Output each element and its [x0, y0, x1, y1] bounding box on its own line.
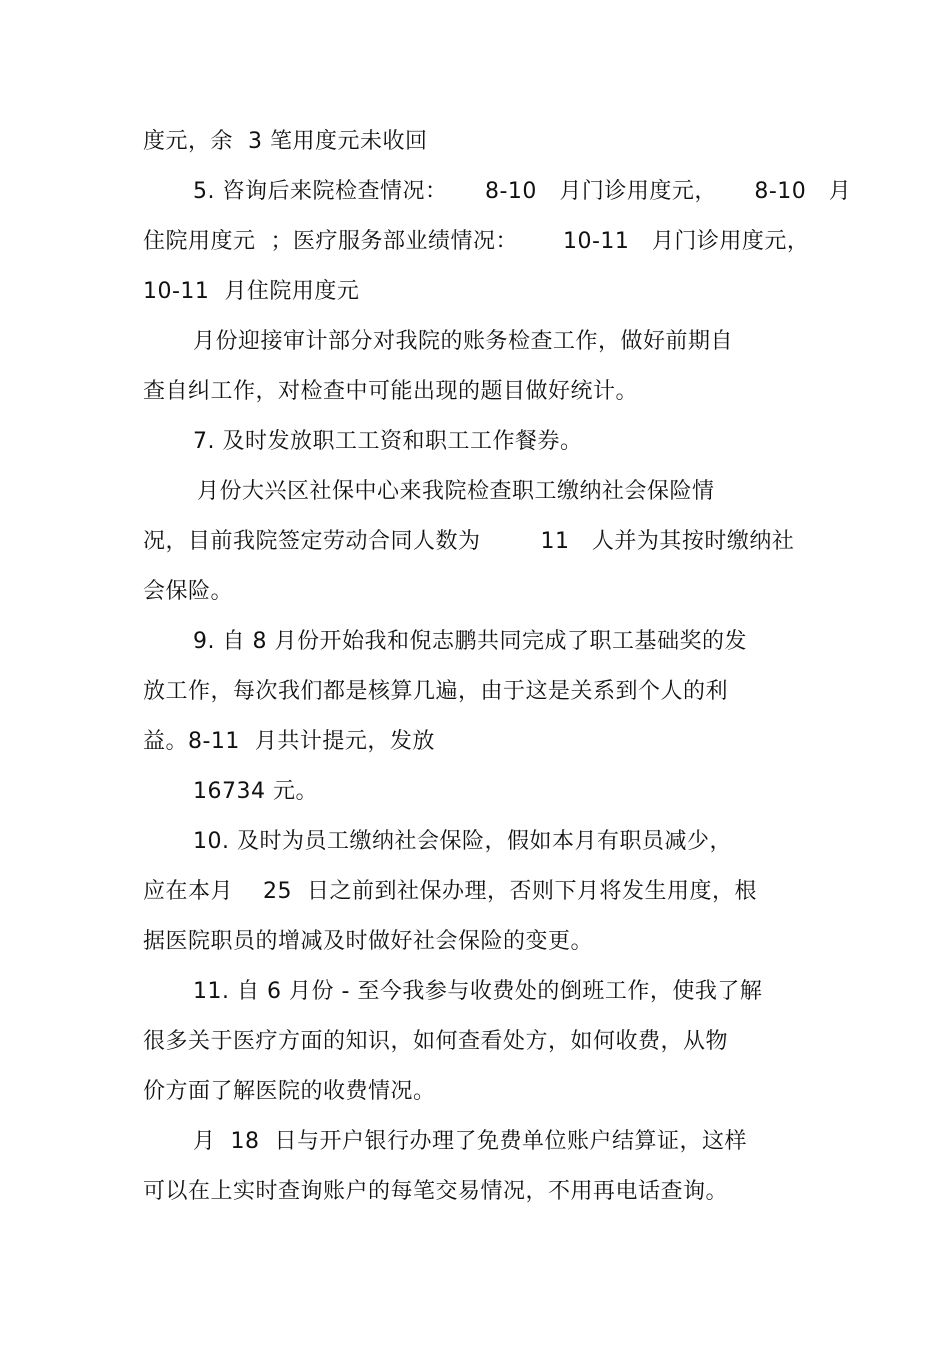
text-line: 会保险。 [143, 579, 234, 604]
text-line: 可以在上实时查询账户的每笔交易情况，不用再电话查询。 [143, 1179, 729, 1204]
text-line: 9. 自 8 月份开始我和倪志鹏共同完成了职工基础奖的发 [193, 629, 747, 654]
text-line: 据医院职员的增减及时做好社会保险的变更。 [143, 929, 594, 954]
text-line: 11. 自 6 月份 - 至今我参与收费处的倒班工作，使我了解 [193, 979, 763, 1004]
text-line: 月份大兴区社保中心来我院检查职工缴纳社会保险情 [197, 479, 715, 504]
text-line: 查自纠工作，对检查中可能出现的题目做好统计。 [143, 379, 639, 404]
text-line: 放工作，每次我们都是核算几遍，由于这是关系到个人的利 [143, 679, 729, 704]
text-line: 很多关于医疗方面的知识，如何查看处方，如何收费，从物 [143, 1029, 729, 1054]
text-line: 度元，余 3 笔用度元未收回 [143, 129, 428, 154]
text-line: 7. 及时发放职工工资和职工工作餐券。 [193, 429, 583, 454]
text-line: 益。8-11 月共计提元，发放 [143, 729, 435, 754]
text-line: 住院用度元 ；医疗服务部业绩情况： 10-11 月门诊用度元， [143, 229, 810, 254]
text-line: 月份迎接审计部分对我院的账务检查工作，做好前期自 [193, 329, 734, 354]
text-line: 况，目前我院签定劳动合同人数为 11 人并为其按时缴纳社 [143, 529, 795, 554]
text-line: 10. 及时为员工缴纳社会保险，假如本月有职员减少， [193, 829, 732, 854]
text-line: 月 18 日与开户银行办理了免费单位账户结算证，这样 [193, 1129, 747, 1154]
text-line: 应在本月 25 日之前到社保办理，否则下月将发生用度，根 [143, 879, 757, 904]
text-line: 5. 咨询后来院检查情况： 8-10 月门诊用度元， 8-10 月 [193, 179, 852, 204]
text-line: 价方面了解医院的收费情况。 [143, 1079, 436, 1104]
text-line: 16734 元。 [193, 779, 318, 804]
text-line: 10-11 月住院用度元 [143, 279, 360, 304]
